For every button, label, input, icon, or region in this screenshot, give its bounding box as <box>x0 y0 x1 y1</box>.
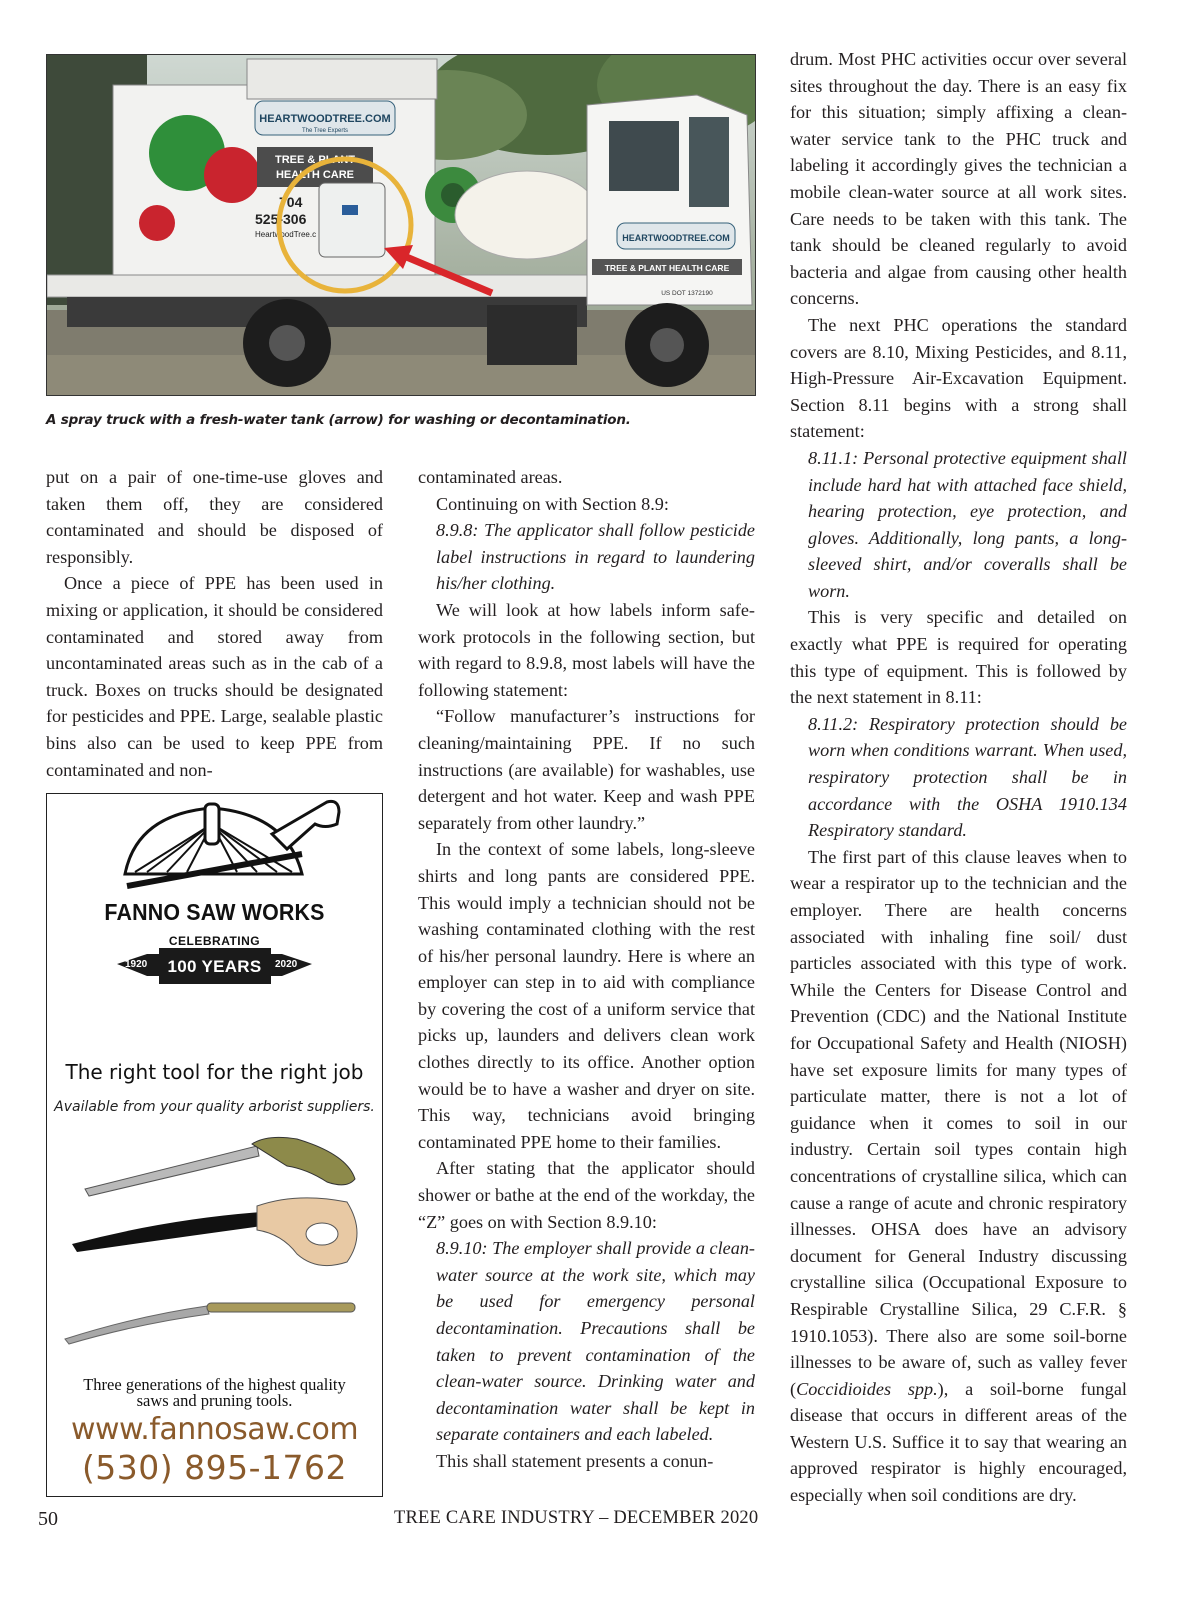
truck-slogan: The Tree Experts <box>301 128 349 134</box>
paragraph: contaminated areas. <box>418 467 563 487</box>
ad-brand: FANNO SAW WORKS <box>104 899 325 925</box>
saw-1-icon <box>85 1137 355 1196</box>
dot-number: US DOT 1372190 <box>661 290 713 297</box>
cab-label: TREE & PLANT HEALTH CARE <box>604 263 730 273</box>
truck-brand: HEARTWOODTREE.COM <box>259 113 391 125</box>
paragraph: put on a pair of one-time-use gloves and taken them off, they are considered contaminated and should be disposed of responsibly. <box>46 467 383 567</box>
truck-illustration <box>47 55 755 395</box>
running-footer: TREE CARE INDUSTRY – DECEMBER 2020 <box>394 1508 759 1528</box>
standard-quote: 8.11.1: Personal protective equipment shall include hard hat with attached face shield, hearing protection, eye protection, and gloves. Additionally, long pants, a long-sleeved shirt, and/or coveralls shall be worn. <box>808 447 1127 601</box>
web-fragment: HeartwoodTree.c <box>255 230 317 239</box>
ad-tagline: The right tool for the right job <box>65 1060 364 1084</box>
ad-availability: Available from your quality arborist suppliers. <box>54 1099 375 1115</box>
text-column-1 <box>46 464 383 783</box>
paragraph: This shall statement presents a conun- <box>436 1450 714 1471</box>
ad-year-end: 2020 <box>275 959 298 970</box>
species-name: Coccidioides spp. <box>796 1378 938 1399</box>
ad-celebrating: CELEBRATING <box>168 934 261 948</box>
cab-brand: HEARTWOODTREE.COM <box>622 233 730 243</box>
ad-phone: (530) 895-1762 <box>81 1448 348 1487</box>
ad-year-start: 1920 <box>125 959 148 970</box>
fan-logo-icon <box>125 801 339 886</box>
ad-url[interactable]: www.fannosaw.com <box>70 1412 359 1447</box>
box-label-line1: TREE & PLANT <box>274 154 356 166</box>
ad-anniversary: 100 YEARS <box>167 957 262 976</box>
phone-fragment-1: 704 <box>279 194 303 210</box>
standard-quote: 8.9.8: The applicator shall follow pesticide label instructions in regard to laundering his/her clothing. <box>436 520 755 594</box>
paragraph <box>790 844 1127 1509</box>
paragraph: After stating that the applicator should shower or bathe at the end of the workday, the “Z” goes on with Section 8.9.10: <box>418 1158 755 1232</box>
text-column-2 <box>418 464 755 1475</box>
label-quote: “Follow manufacturer’s instructions for cleaning/maintaining PPE. If no such instructions (are available) for washables, use detergent and hot water. Keep and wash PPE separately from other laundry.” <box>418 706 755 833</box>
truck-photo <box>46 54 756 396</box>
phone-fragment-2: 525-306 <box>255 211 307 227</box>
ad-blurb: Three generations of the highest quality saws and pruning tools. <box>83 1375 346 1410</box>
standard-quote: 8.11.2: Respiratory protection should be worn when conditions warrant. When used, respiratory protection shall be in accordance with the OSHA 1910.134 Respiratory standard. <box>808 713 1127 841</box>
saw-3-icon <box>65 1303 355 1344</box>
text-column-3 <box>790 46 1127 1509</box>
paragraph: Continuing on with Section 8.9: <box>436 493 669 514</box>
paragraph-text: The first part of this clause leaves when to wear a respirator up to the technician and the employer. There are health concerns associated with inhaling fine soil/ dust particles associated with this type of work. While the Centers for Disease Control and Prevention (CDC) and the National Institute for Occupational Safety and Health (NIOSH) have set exposure limits for many types of particulate matter, there is not a lot of guidance when it comes to soil in our industry. Certain soil types contain high concentrations of crystalline silica, which can cause a range of acute and chronic respiratory illnesses. OHSA does have an advisory document for General Industry discussing crystalline silica (Occupational Exposure to Respirable Crystalline Silica, 29 C.F.R. § 1910.1053). There also are some soil-borne illnesses to be aware of, such as valley fever ( <box>790 846 1127 1399</box>
page-number: 50 <box>38 1508 58 1530</box>
box-label-line2: HEALTH CARE <box>275 169 355 181</box>
standard-quote: 8.9.10: The employer shall provide a clean-water source at the work site, which may be used for emergency personal decontamination. Precautions shall be taken to prevent contamination of the clean-water source. Drinking water and decontamination water shall be kept in separate containers and each labeled. <box>436 1238 755 1445</box>
fanno-saw-advertisement <box>46 793 383 1497</box>
photo-caption: A spray truck with a fresh-water tank (arrow) for washing or decontamination. <box>46 412 631 428</box>
paragraph: Once a piece of PPE has been used in mixing or application, it should be considered contaminated and stored away from uncontaminated areas such as in the cab of a truck. Boxes on trucks should be designated for pesticides and PPE. Large, sealable plastic bins also can be used to keep PPE from contaminated and non- <box>46 573 383 780</box>
paragraph: In the context of some labels, long-sleeve shirts and long pants are considered PPE. This would imply a technician should not be washing contaminated clothing with the rest of his/her personal laundry. Here is where an employer can step in to aid with compliance by covering the cost of a uniform service that picks up, launders and delivers clean work clothes directly to its office. Another option would be to have a washer and dryer on site. This way, technicians avoid bringing contaminated PPE home to their families. <box>418 839 755 1152</box>
paragraph: This is very specific and detailed on exactly what PPE is required for operating this type of equipment. This is followed by the next statement in 8.11: <box>790 607 1127 708</box>
paragraph-text: ), a soil-borne fungal disease that occurs in different areas of the Western U.S. Suffice it to say that wearing an approved respirator is highly encouraged, especially when soil conditions are dry. <box>790 1378 1127 1506</box>
saw-2-icon <box>72 1198 357 1266</box>
paragraph: We will look at how labels inform safe-work protocols in the following section, but with regard to 8.9.8, most labels will have the following statement: <box>418 599 755 700</box>
paragraph: drum. Most PHC activities occur over several sites throughout the day. There is an easy fix for this situation; simply affixing a clean-water service tank to the PHC truck and labeling it accordingly gives the technician a mobile clean-water source at all work sites. Care needs to be taken with this tank. The tank should be cleaned regularly to avoid bacteria and algae from causing other health concerns. <box>790 49 1127 309</box>
paragraph: The next PHC operations the standard covers are 8.10, Mixing Pesticides, and 8.11, High-Pressure Air-Excavation Equipment. Section 8.11 begins with a strong shall statement: <box>790 314 1127 442</box>
